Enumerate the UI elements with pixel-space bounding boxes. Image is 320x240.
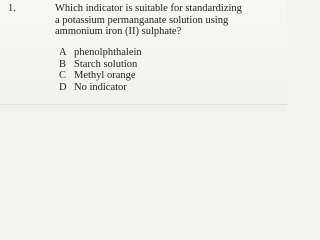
question-text: [55, 3, 283, 38]
question-line-3: ammonium iron (II) sulphate?: [55, 26, 182, 38]
answer-options: [59, 47, 249, 94]
option-d-letter: D: [59, 82, 67, 94]
option-b: [59, 59, 249, 71]
question-line-1: Which indicator is suitable for standardizing: [55, 3, 242, 14]
option-a-letter: A: [59, 47, 67, 58]
option-a-text: phenolphthalein: [74, 47, 142, 58]
option-c: [59, 70, 249, 82]
question-line-2: a potassium permanganate solution using: [55, 14, 229, 26]
option-a: [59, 47, 249, 59]
question-card: [0, 0, 287, 113]
option-d: [59, 82, 249, 94]
option-b-text: Starch solution: [74, 58, 138, 70]
option-d-text: No indicator: [74, 82, 127, 94]
option-b-letter: B: [59, 58, 67, 70]
option-c-text: Methyl orange: [74, 70, 136, 82]
question-number: 1.: [8, 3, 16, 14]
option-c-letter: C: [59, 70, 67, 82]
page-divider: [0, 104, 287, 105]
